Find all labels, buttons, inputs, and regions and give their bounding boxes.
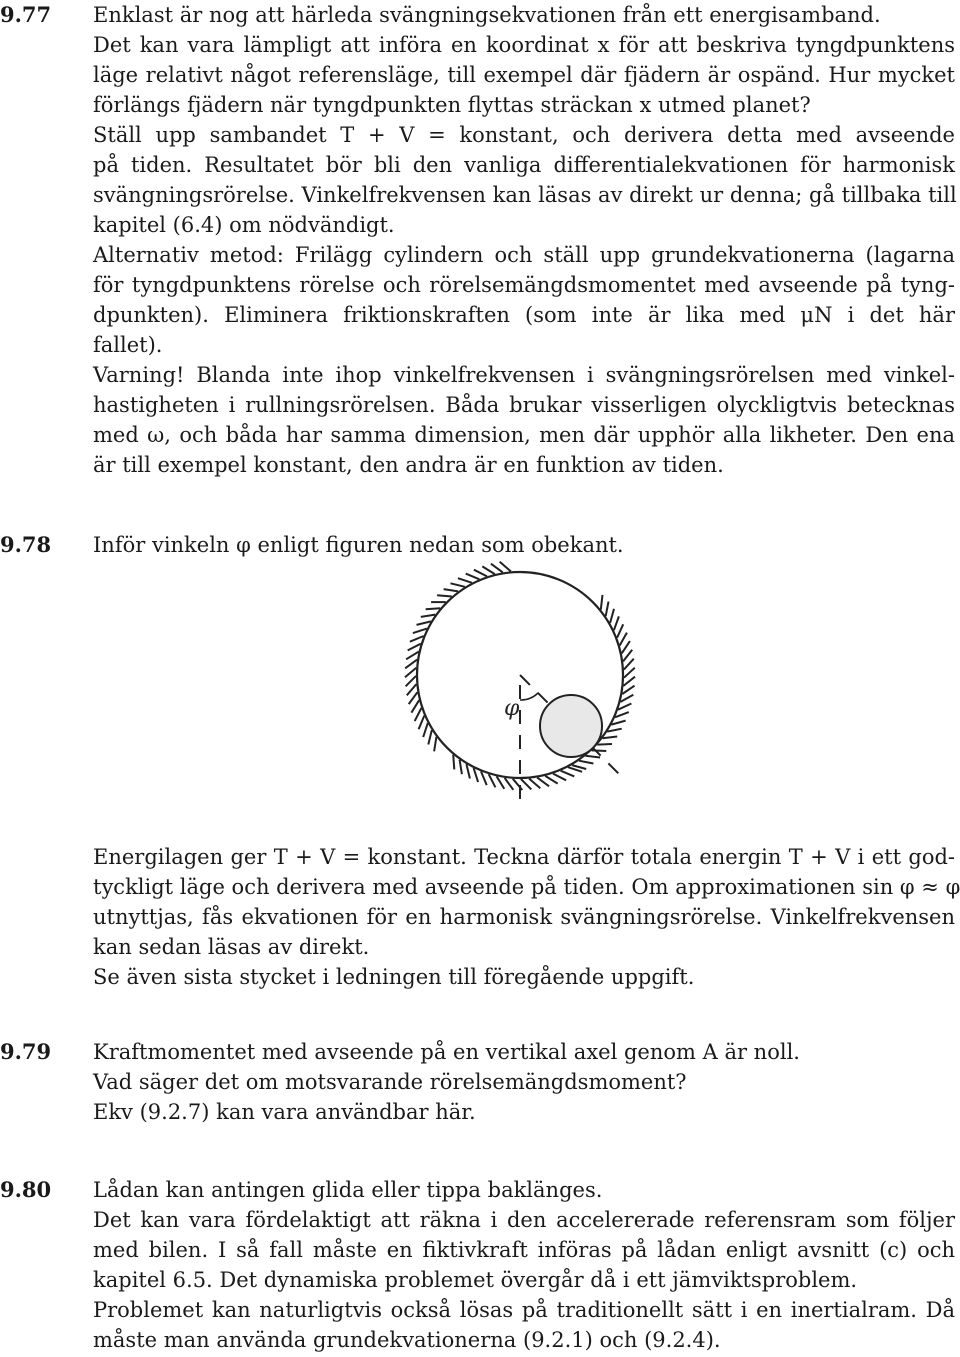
text-line: Det kan vara fördelaktigt att räkna i den accelererade referensram som följer [93,1208,955,1232]
text-line: kapitel 6.5. Det dynamiska problemet övergår då i ett jämviktsproblem. [93,1268,858,1292]
hatch-mark [607,729,622,732]
hatch-mark [611,721,625,725]
hatch-mark [466,764,470,778]
text-line: Se även sista stycket i ledningen till föregående uppgift. [93,965,695,989]
hatch-mark [434,737,436,752]
hatch-mark [521,779,531,789]
text-line: svängningsrörelse. Vinkelfrekvensen kan läsas av direkt ur denna; gå tillbaka till [93,183,957,207]
text-line: för tyngdpunktens rörelse och rörelsemängdsmomentet med avseende på tyng- [93,273,955,297]
text-line: Problemet kan naturligtvis också lösas på traditionellt sätt i en inertialram. Då [93,1298,955,1322]
small-cylinder [540,695,602,757]
angle-arc [520,693,538,700]
problem-number: 9.80 [0,1177,52,1202]
text-line: läge relativt något referensläge, till exempel där fjädern är ospänd. Hur mycket [93,63,955,87]
text-line: Kraftmomentet med avseende på en vertikal axel genom A är noll. [93,1040,800,1064]
text-line: Lådan kan antingen glida eller tippa baklänges. [93,1178,603,1202]
hatch-mark [426,608,441,609]
text-line: är till exempel konstant, den andra är en funktion av tiden. [93,453,724,477]
hatch-mark [409,692,418,704]
problem-number: 9.77 [0,2,52,27]
text-line: med ω, och båda har samma dimension, men där upphör alla likheter. Den ena [93,423,955,447]
hatch-mark [545,776,558,784]
problem-text [93,1037,955,1127]
hatch-mark [500,562,511,572]
text-line: måste man använda grundekvationerna (9.2.1) och (9.2.4). [93,1328,721,1352]
hatch-mark [458,578,472,583]
hatch-mark [415,708,422,721]
hatch-mark [622,641,630,653]
hatch-mark [615,712,629,717]
hatch-mark [610,609,614,623]
hatch-mark [453,755,454,770]
hatch-mark [537,778,549,787]
hatch-mark [444,589,459,591]
text-line: förlängs fjädern när tyngdpunkten flyttas sträckan x utmed planet? [93,93,811,117]
hatch-mark [408,644,421,651]
hatch-mark [428,730,432,744]
hatch-mark [406,652,419,660]
hatch-mark [497,776,505,789]
hatch-mark [579,761,594,764]
hatch-mark [406,676,416,686]
hatch-mark [423,723,428,737]
text-line: Ställ upp sambandet T + V = konstant, och derivera detta med avseende [93,123,955,147]
hatch-mark [620,633,627,646]
text-line: Energilagen ger T + V = konstant. Teckna därför totala energin T + V i ett god- [93,845,955,869]
hatch-mark [553,774,566,781]
text-line: Det kan vara lämpligt att införa en koordinat x för att beskriva tyngdpunktens [93,33,955,57]
hatch-mark [614,616,619,630]
text-line: på tiden. Resultatet bör bli den vanliga differentialekvationen för harmonisk [93,153,955,177]
problem-number: 9.78 [0,532,52,557]
text-line: tyckligt läge och derivera med avseende på tiden. Om approximationen sin φ ≈ φ [93,875,960,899]
problem-text [93,1175,955,1355]
hatch-mark [606,602,609,617]
problem-number: 9.79 [0,1039,52,1064]
hatch-mark [405,668,416,678]
hatch-mark [437,595,452,596]
hatch-mark [460,760,462,775]
hatch-mark [481,771,487,785]
hatch-mark [623,677,635,686]
hatch-mark [407,684,417,695]
text-line: dpunkten). Eliminera friktionskraften (som inte är lika med μN i det här [93,303,955,327]
hatch-mark [466,574,480,580]
hatch-mark [413,629,427,634]
hatch-mark [529,779,540,789]
hatch-mark [505,778,514,790]
hatch-mark [482,566,495,574]
hatch-mark [618,704,631,710]
hatch-mark [623,650,632,662]
text-line: hastigheten i rullningsrörelsen. Båda brukar visserligen olyckligtvis betecknas [93,393,955,417]
text-line: Enklast är nog att härleda svängningsekvationen från ett energisamband. [93,3,881,27]
text-line: Varning! Blanda inte ihop vinkelfrekvensen i svängningsrörelsen med vinkel- [93,363,955,387]
problem-text [93,530,955,560]
text-line: utnyttjas, fås ekvationen för en harmonisk svängningsrörelse. Vinkelfrekvensen [93,905,955,929]
text-line: Inför vinkeln φ enligt figuren nedan som obekant. [93,533,624,557]
hatch-mark [601,595,603,610]
hatch-mark [621,695,634,702]
angle-label: φ [504,696,520,721]
hatch-mark [417,621,431,625]
hatch-mark [622,686,634,694]
text-line: kan sedan läsas av direkt. [93,935,370,959]
hatch-mark [405,660,417,669]
problem-text [93,0,955,480]
hatch-mark [489,774,496,787]
text-line: Alternativ metod: Frilägg cylindern och ställ upp grundekvationerna (lagarna [93,243,955,267]
hatch-mark [585,756,600,758]
hatch-mark [411,700,419,713]
text-line: med bilen. I så fall måste en fiktivkraft införas på lådan enligt avsnitt (c) och [93,1238,955,1262]
hatch-mark [474,768,479,782]
hatch-mark [603,737,618,739]
hatch-mark [419,716,425,730]
hatch-mark [451,583,465,587]
hatch-mark [410,636,424,642]
hatch-mark [592,750,607,751]
hatch-mark [491,564,503,573]
hatch-mark [474,570,487,577]
text-line: kapitel (6.4) om nödvändigt. [93,213,395,237]
text-line: Vad säger det om motsvarande rörelsemängdsmoment? [93,1070,687,1094]
problem-text [93,842,960,992]
rolling-cylinder-figure [390,560,650,810]
hatch-mark [421,615,436,617]
hatch-mark [597,744,612,745]
hatch-mark [624,668,635,678]
hatch-mark [624,659,634,670]
text-line: Ekv (9.2.7) kan vara användbar här. [93,1100,476,1124]
hatch-mark [561,771,575,777]
text-line: fallet). [93,333,163,357]
hatch-mark [617,624,623,637]
